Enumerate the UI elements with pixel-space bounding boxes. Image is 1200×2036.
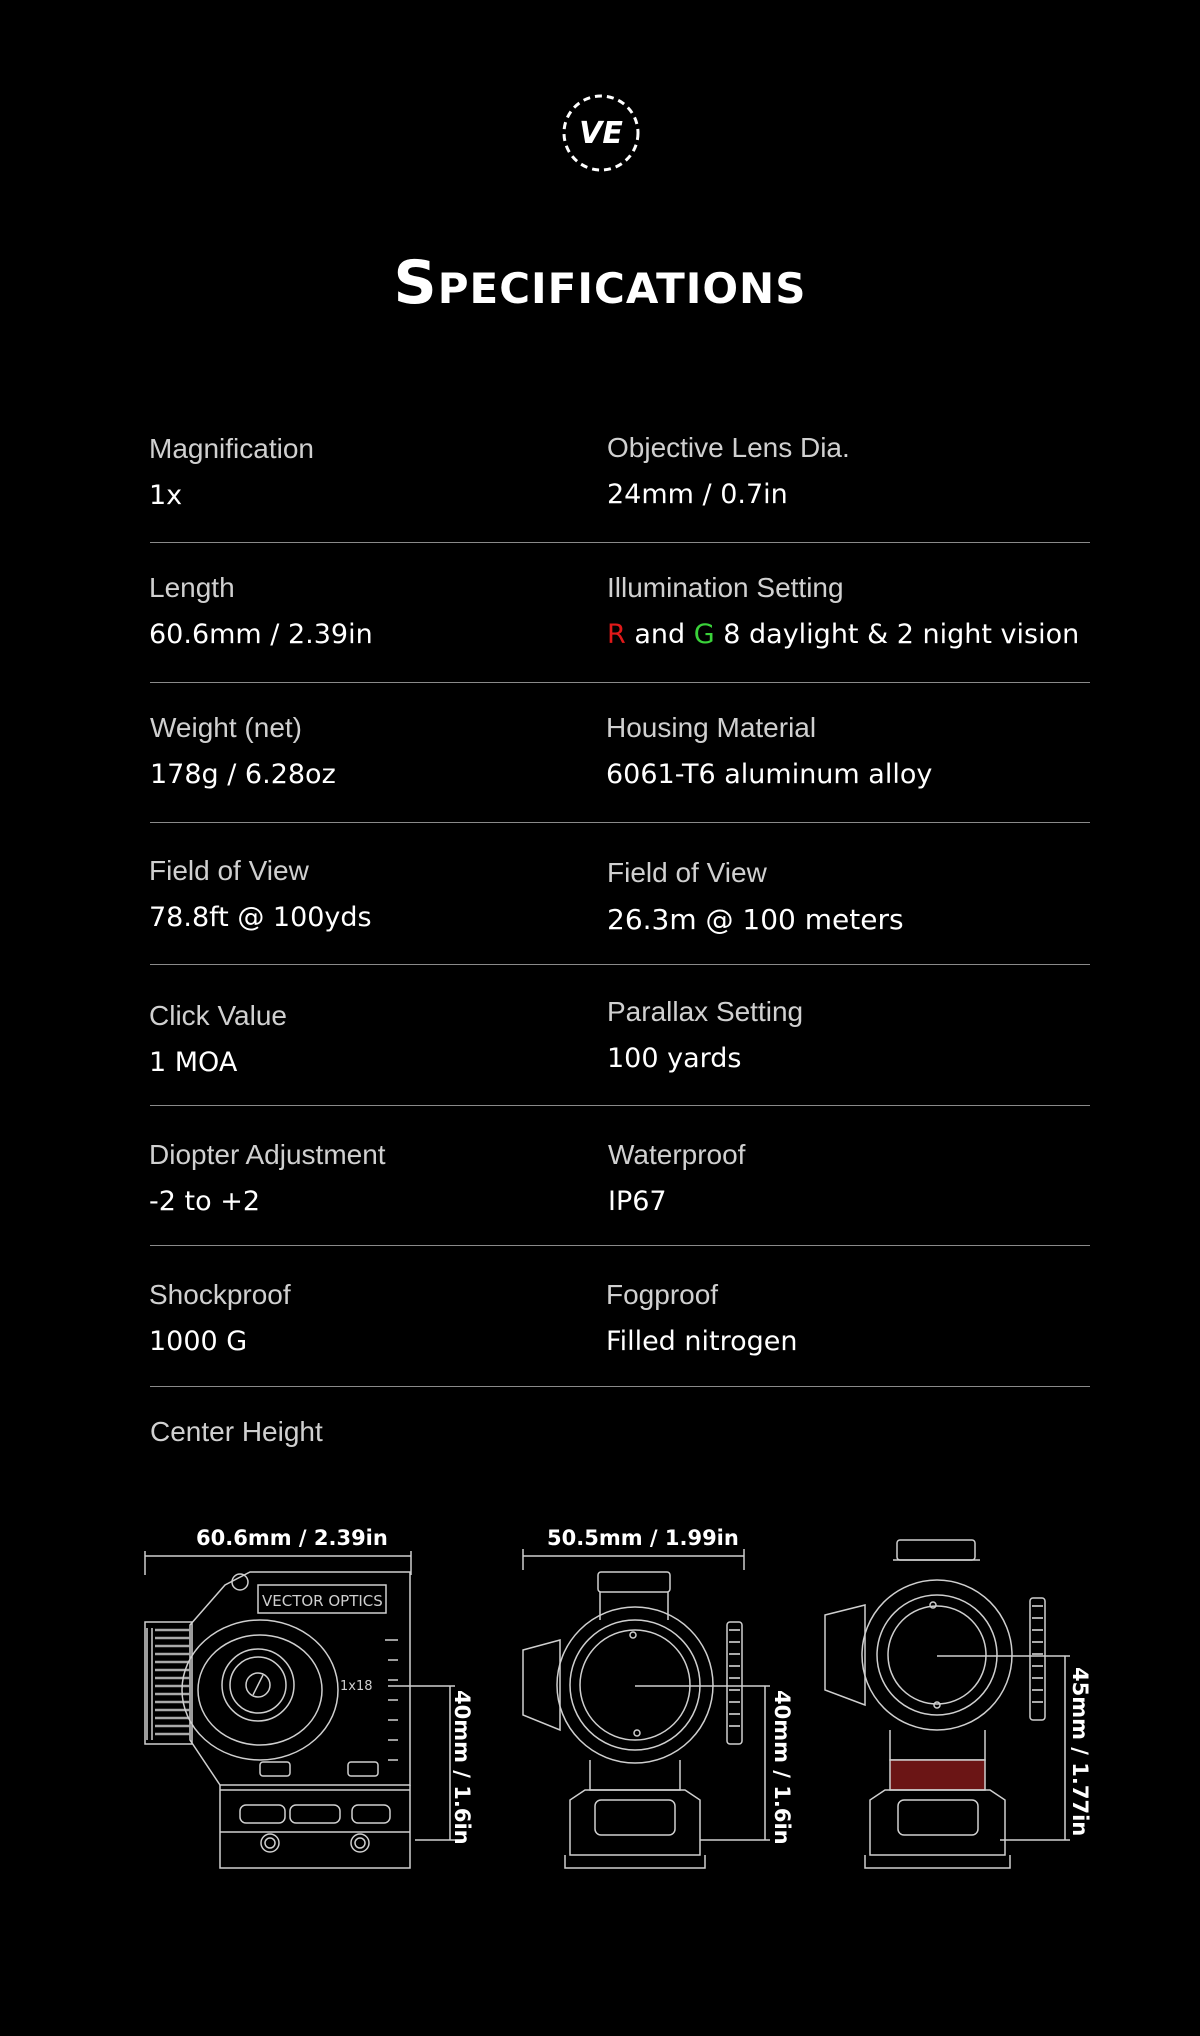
spec-label: Shockproof — [149, 1279, 291, 1310]
illum-red: R — [607, 619, 626, 650]
spec-value: 1 MOA — [149, 1047, 238, 1078]
magnification-mark-text: 1x18 — [340, 1679, 373, 1694]
spec-value: 1x — [149, 480, 183, 511]
divider — [150, 822, 1090, 823]
spec-center-height — [150, 1415, 323, 1449]
spec-label: Illumination Setting — [607, 572, 844, 603]
brand-logo-text: VE — [579, 116, 623, 151]
spec-label: Waterproof — [608, 1139, 746, 1170]
spec-label: Field of View — [149, 855, 309, 886]
spec-value: 26.3m @ 100 meters — [607, 903, 904, 936]
divider — [150, 1245, 1090, 1246]
dim-front-height: 40mm / 1.6in — [770, 1690, 794, 1845]
dim-side-height: 40mm / 1.6in — [450, 1690, 474, 1845]
brand-logo — [561, 93, 641, 173]
housing-brand-text: VECTOR OPTICS — [262, 1592, 383, 1610]
spec-length — [149, 571, 373, 652]
spec-value: IP67 — [608, 1186, 667, 1217]
spec-click-value — [149, 999, 287, 1080]
spec-label: Length — [149, 572, 235, 603]
spec-label: Click Value — [149, 1000, 287, 1031]
spec-objective-lens — [607, 431, 850, 512]
dim-front-width: 50.5mm / 1.99in — [547, 1526, 739, 1550]
spec-shockproof — [149, 1278, 291, 1359]
spec-label: Housing Material — [606, 712, 817, 743]
spec-value: 24mm / 0.7in — [607, 479, 788, 510]
illum-rest: 8 daylight & 2 night vision — [714, 619, 1080, 650]
spec-diopter — [149, 1138, 386, 1219]
front-view-drawing — [523, 1549, 770, 1868]
spec-label: Weight (net) — [150, 712, 302, 743]
spec-value: 60.6mm / 2.39in — [149, 619, 373, 650]
illum-green: G — [693, 619, 715, 650]
side-view-drawing — [145, 1551, 455, 1868]
spec-value — [607, 618, 1079, 652]
spec-label: Field of View — [607, 857, 767, 888]
page-title: Specifications — [393, 248, 807, 318]
optic-diagrams — [0, 1520, 1200, 1880]
spec-label: Center Height — [150, 1416, 323, 1447]
dim-side-length: 60.6mm / 2.39in — [196, 1526, 388, 1550]
spec-label: Fogproof — [606, 1279, 719, 1310]
divider — [150, 1105, 1090, 1106]
divider — [150, 1386, 1090, 1387]
spec-illumination — [607, 571, 1079, 652]
spec-value: 1000 G — [149, 1326, 248, 1357]
spec-value: 78.8ft @ 100yds — [149, 902, 372, 933]
spec-parallax — [607, 995, 803, 1076]
divider — [150, 964, 1090, 965]
divider — [150, 542, 1090, 543]
spec-weight — [150, 711, 336, 792]
spec-housing-material — [606, 711, 932, 792]
dim-rear-height: 45mm / 1.77in — [1068, 1667, 1092, 1837]
spec-magnification — [149, 432, 314, 513]
spec-value: 100 yards — [607, 1043, 742, 1074]
spec-label: Diopter Adjustment — [149, 1139, 386, 1170]
spec-label: Objective Lens Dia. — [607, 432, 850, 463]
divider — [150, 682, 1090, 683]
rear-view-drawing — [825, 1540, 1070, 1868]
spec-value: -2 to +2 — [149, 1186, 260, 1217]
spec-label: Parallax Setting — [607, 996, 804, 1027]
spec-value: 178g / 6.28oz — [150, 759, 336, 790]
spec-value: Filled nitrogen — [606, 1326, 798, 1357]
spec-label: Magnification — [149, 433, 314, 464]
spec-value: 6061-T6 aluminum alloy — [606, 759, 933, 790]
spec-field-of-view-ft — [149, 854, 372, 935]
spec-field-of-view-m — [607, 856, 904, 937]
spec-fogproof — [606, 1278, 798, 1359]
spec-waterproof — [608, 1138, 745, 1219]
illum-and: and — [625, 619, 694, 650]
